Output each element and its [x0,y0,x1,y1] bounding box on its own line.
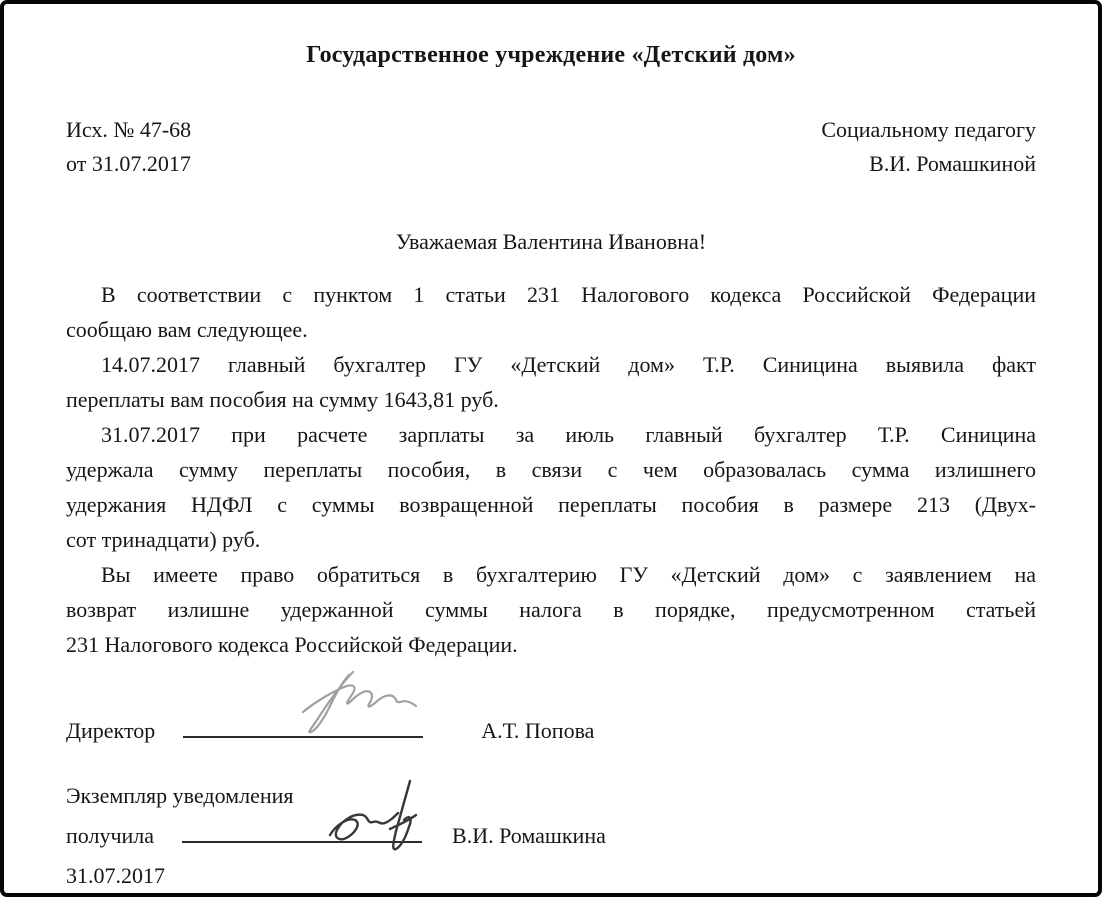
director-signature-row [66,712,1036,744]
received-line1: Экземпляр уведомления [66,783,294,808]
body-line: удержания НДФЛ с суммы возвращенной переплаты пособия в размере 213 (Двух- [66,492,1036,517]
director-name: А.Т. Попова [481,718,595,743]
reference-block [66,113,191,181]
recipient-signature-line [182,817,422,843]
recipient-name: В.И. Ромашкина [452,823,606,848]
salutation: Уважаемая Валентина Ивановна! [395,229,707,254]
outgoing-number: Исх. № 47-68 [66,117,192,142]
recipient-signature-row [66,816,1036,856]
body-line: сот тринадцати) руб. [66,527,261,552]
letter-body [66,277,1036,662]
outgoing-date: от 31.07.2017 [66,151,191,176]
body-line: 31.07.2017 при расчете зарплаты за июль главный бухгалтер Т.Р. Синицина [101,422,1036,447]
body-line: возврат излишне удержанной суммы налога в порядке, предусмотренном статьей [66,597,1036,622]
addressee-name: В.И. Ромашкиной [869,151,1036,176]
director-label: Директор [66,718,156,743]
addressee-block [821,113,1036,181]
letter-header [66,113,1036,181]
director-signature-line [183,712,423,738]
director-signature-icon [283,668,433,734]
body-line: удержала сумму переплаты пособия, в связи с чем образовалась сумма излишнего [66,457,1036,482]
document-title: Государственное учреждение «Детский дом» [306,42,796,68]
body-line: 14.07.2017 главный бухгалтер ГУ «Детский дом» Т.Р. Синицина выявила факт [101,352,1036,377]
addressee-role: Социальному педагогу [821,117,1036,142]
body-line: 231 Налогового кодекса Российской Федерации. [66,632,518,657]
body-line: переплаты вам пособия на сумму 1643,81 руб. [66,387,499,412]
received-block [66,776,1036,896]
received-date: 31.07.2017 [66,863,165,888]
body-line: В соответствии с пунктом 1 статьи 231 Налогового кодекса Российской Федерации [101,282,1036,307]
body-line: Вы имеете право обратиться в бухгалтерию ГУ «Детский дом» с заявлением на [101,562,1036,587]
received-label: получила [66,823,155,848]
body-line: сообщаю вам следующее. [66,317,308,342]
